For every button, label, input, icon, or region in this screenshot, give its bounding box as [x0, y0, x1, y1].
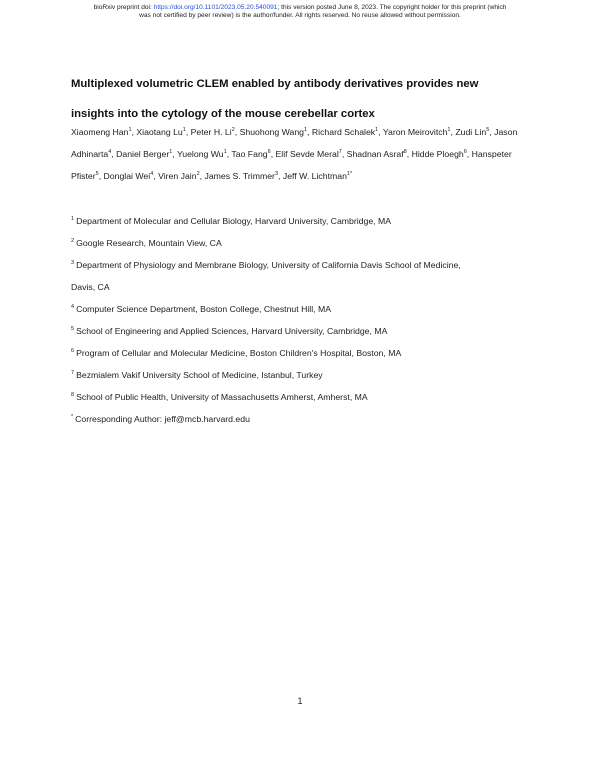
author-name: Peter H. Li — [190, 127, 232, 137]
affiliation-text: School of Engineering and Applied Sciences, Harvard University, Cambridge, MA — [76, 326, 388, 336]
affiliation-text: Computer Science Department, Boston College, Chestnut Hill, MA — [76, 304, 332, 314]
author-name: Xiaotang Lu — [136, 127, 183, 137]
paper-title-line-1: Multiplexed volumetric CLEM enabled by antibody derivatives provides new — [71, 78, 479, 90]
affiliation-number: * — [71, 414, 74, 420]
author-affiliation-mark: 6 — [463, 149, 467, 155]
author-name: James S. Trimmer — [204, 171, 275, 181]
author-affiliation-mark: 4 — [108, 149, 112, 155]
author-affiliation-mark: 2 — [196, 171, 200, 177]
affiliation-number: 5 — [71, 326, 75, 332]
author-affiliation-mark: 1 — [223, 149, 227, 155]
author-affiliation-mark: 1 — [375, 127, 379, 133]
affiliation-continuation: Davis, CA — [71, 282, 110, 292]
paper-title — [71, 69, 541, 129]
author-name: Viren Jain — [158, 171, 197, 181]
author-name: Hidde Ploegh — [411, 149, 464, 159]
author-affiliation-mark: 7 — [338, 149, 342, 155]
author-affiliation-mark: 1* — [346, 171, 353, 177]
author-affiliation-mark: 2 — [231, 127, 235, 133]
author-affiliation-mark: 1 — [447, 127, 451, 133]
author-name: Zudi Lin — [455, 127, 487, 137]
author-affiliation-mark: 3 — [274, 171, 279, 177]
author-name: Donglai Wei — [103, 171, 151, 181]
affiliation-text: Department of Physiology and Membrane Biology, University of California Davis School of Medicine, — [76, 260, 461, 270]
affiliation-item — [71, 408, 541, 430]
paper-title-line-2: insights into the cytology of the mouse cerebellar cortex — [71, 108, 375, 120]
author-name: Tao Fang — [231, 149, 268, 159]
author-affiliation-mark: 6 — [267, 149, 271, 155]
affiliation-item — [71, 386, 541, 408]
notice-line1-suffix: ; this version posted June 8, 2023. The copyright holder for this preprint (which — [277, 4, 507, 11]
preprint-notice-line-1 — [0, 4, 600, 12]
affiliation-text: Bezmialem Vakif University School of Medicine, Istanbul, Turkey — [76, 370, 323, 380]
affiliation-item — [71, 254, 541, 276]
affiliation-number: 4 — [71, 304, 75, 310]
affiliation-item — [71, 298, 541, 320]
affiliation-text: Google Research, Mountain View, CA — [76, 238, 222, 248]
affiliation-item — [71, 232, 541, 254]
affiliation-number: 6 — [71, 348, 75, 354]
author-name: Richard Schalek — [311, 127, 376, 137]
affiliation-number: 2 — [71, 238, 75, 244]
affiliation-text: School of Public Health, University of Massachusetts Amherst, Amherst, MA — [76, 392, 368, 402]
affiliation-number: 8 — [71, 392, 75, 398]
affiliation-item — [71, 320, 541, 342]
author-affiliation-mark: 8 — [403, 149, 407, 155]
affiliation-text: Department of Molecular and Cellular Biology, Harvard University, Cambridge, MA — [76, 216, 392, 226]
author-affiliation-mark: 1 — [169, 149, 173, 155]
affiliation-number: 1 — [71, 216, 75, 222]
author-affiliation-mark: 1 — [128, 127, 132, 133]
affiliation-item — [71, 210, 541, 232]
author-affiliation-mark: 1 — [303, 127, 308, 133]
author-name: Yaron Meirovitch — [382, 127, 448, 137]
affiliation-text: Program of Cellular and Molecular Medicine, Boston Children's Hospital, Boston, MA — [76, 348, 402, 358]
doi-link[interactable]: https://doi.org/10.1101/2023.05.20.540091 — [153, 4, 278, 11]
author-name: Shuohong Wang — [239, 127, 304, 137]
author-affiliation-mark: 5 — [95, 171, 99, 177]
author-list: Xiaomeng Han$^1$, Xiaotang Lu$^1$, Peter H. Li$^2$, Shuohong Wang$^1$, Richard Schalek$^1$, Yaron Meirovitch$^1$, Zudi Lin$^5$, Jason Adhinarta$^4$, Daniel Berger$^1$, Yuelong Wu$^1$, Tao Fang$^6$, Elif Sevde Meral$^7$, Shadnan Asraf$^8$, Hidde Ploegh$^6$, Hanspeter Pfister$^5$, Donglai Wei$^4$, Viren Jain$^2$, James S. Trimmer$^3$, Jeff W. Lichtman$^{1*}$ — [71, 127, 518, 181]
author-name: Elif Sevde Meral — [275, 149, 339, 159]
preprint-notice-line-2: was not certified by peer review) is the author/funder. All rights reserved. No reuse allowed without permission. — [139, 12, 461, 19]
author-affiliation-mark: 1 — [182, 127, 186, 133]
affiliation-list — [71, 210, 541, 430]
author-affiliation-mark: 5 — [486, 127, 490, 133]
affiliation-text: Corresponding Author: jeff@mcb.harvard.edu — [75, 414, 250, 424]
page-number: 1 — [297, 696, 303, 706]
preprint-notice — [0, 4, 600, 20]
affiliation-number: 3 — [71, 260, 75, 266]
affiliation-number: 7 — [71, 370, 75, 376]
notice-prefix: bioRxiv preprint doi: — [93, 4, 154, 11]
author-name: Jason Adhinarta — [71, 127, 518, 159]
author-name: Hanspeter Pfister — [71, 149, 512, 181]
author-name: Jeff W. Lichtman — [282, 171, 347, 181]
author-name: Yuelong Wu — [176, 149, 224, 159]
author-name: Xiaomeng Han — [71, 127, 129, 137]
affiliation-item — [71, 342, 541, 364]
author-affiliation-mark: 4 — [150, 171, 154, 177]
affiliation-item — [71, 364, 541, 386]
author-name: Shadnan Asraf — [346, 149, 404, 159]
author-name: Daniel Berger — [116, 149, 170, 159]
